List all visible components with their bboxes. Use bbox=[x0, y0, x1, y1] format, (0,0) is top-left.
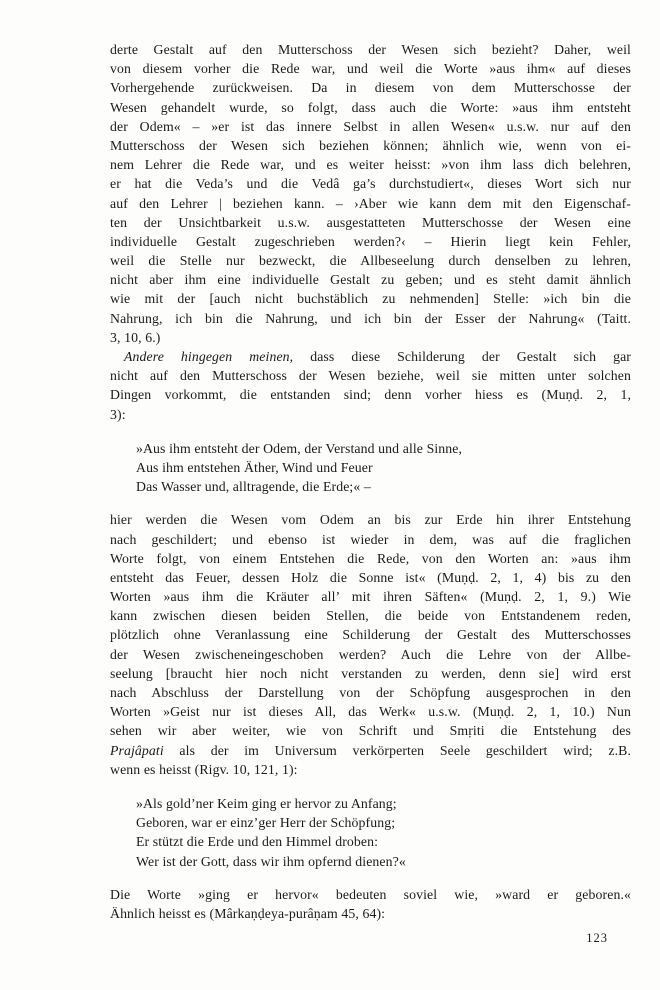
verse-line bbox=[136, 852, 631, 871]
verse-block bbox=[110, 439, 631, 497]
text-line bbox=[110, 405, 631, 424]
text-segment: Aus ihm entstehen Äther, Wind und Feuer bbox=[136, 459, 373, 475]
text-line bbox=[110, 366, 631, 385]
text-segment: Die Worte »ging er hervor« bedeuten soviel wie, »ward er geboren.« bbox=[110, 886, 631, 902]
emphasized-text: Andere hingegen meinen, bbox=[124, 349, 294, 364]
text-line bbox=[110, 606, 631, 625]
text-segment: 3): bbox=[110, 406, 126, 422]
text-segment: wie mit der [auch nicht buchstäblich zu nehmenden] Stelle: »ich bin die bbox=[110, 291, 631, 307]
emphasized-text: Prajâpati bbox=[110, 742, 164, 758]
text-line bbox=[110, 510, 631, 529]
text-line bbox=[110, 59, 631, 78]
text-segment: hier werden die Wesen vom Odem an bis zur Erde hin ihrer Entstehung bbox=[110, 512, 631, 528]
text-line bbox=[110, 625, 631, 644]
text-line bbox=[110, 328, 631, 347]
text-line bbox=[110, 136, 631, 155]
text-line bbox=[110, 645, 631, 664]
text-line bbox=[110, 347, 631, 366]
text-segment: Vorhergehende zurückweisen. Da in diesem von dem Mutterschosse der bbox=[110, 80, 631, 96]
text-segment: von diesem vorher die Rede war, und weil die Worte »aus ihm« auf dieses bbox=[110, 61, 631, 77]
text-segment: Nahrung, ich bin die Nahrung, und ich bin der Esser der Nahrung« (Taitt. bbox=[110, 310, 631, 326]
text-line bbox=[110, 270, 631, 289]
text-column bbox=[110, 40, 631, 923]
text-segment: derte Gestalt auf den Mutterschoss der Wesen sich bezieht? Daher, weil bbox=[110, 42, 631, 57]
text-segment: Er stützt die Erde und den Himmel droben: bbox=[136, 834, 379, 850]
text-line bbox=[110, 721, 631, 740]
text-segment: Ähnlich heisst es (Mârkaṇḍeya-purâṇam 45, 64): bbox=[110, 905, 386, 921]
text-line bbox=[110, 78, 631, 97]
text-segment: sehen wir aber weiter, wie von Schrift und Smṛiti die Entstehung des bbox=[110, 723, 631, 739]
text-line bbox=[110, 702, 631, 721]
text-line bbox=[110, 741, 631, 760]
text-segment: 3, 10, 6.) bbox=[110, 329, 161, 345]
text-segment: ten der Unsichtbarkeit u.s.w. ausgestatteten Mutterschosse der Wesen eine bbox=[110, 214, 631, 230]
text-segment: entsteht das Feuer, dessen Holz die Sonne ist« (Muṇḍ. 2, 1, 4) bis zu den bbox=[110, 569, 631, 585]
text-segment: nicht aber ihm eine individuelle Gestalt zu geben; und es steht damit ähnlich bbox=[110, 272, 631, 288]
text-segment: Geboren, war er einz’ger Herr der Schöpfung; bbox=[136, 815, 396, 831]
text-segment: individuelle Gestalt zugeschrieben werden?‹ – Hierin liegt kein Fehler, bbox=[110, 233, 631, 249]
paragraph-block bbox=[110, 510, 631, 779]
text-line bbox=[110, 385, 631, 404]
paragraph-block bbox=[110, 885, 631, 923]
text-segment: der Odem« – »er ist das innere Selbst in allen Wesen« u.s.w. nur auf den bbox=[110, 118, 631, 134]
text-line bbox=[110, 117, 631, 136]
text-segment: Worte folgt, von einem Entstehen die Rede, von den Worten an: »aus ihm bbox=[110, 550, 631, 566]
verse-line bbox=[136, 832, 631, 851]
text-segment: weil die Stelle nur bezweckt, die Allbeseelung durch denselben zu lehren, bbox=[110, 253, 631, 269]
text-line bbox=[110, 232, 631, 251]
text-segment: nach geschildert; und ebenso ist wieder in dem, was auf die fraglichen bbox=[110, 531, 631, 547]
text-segment: kann zwischen diesen beiden Stellen, die beide von Entstandenem reden, bbox=[110, 608, 631, 624]
text-segment: plötzlich ohne Veranlassung eine Schilderung der Gestalt des Mutterschosses bbox=[110, 627, 631, 643]
text-segment: dass diese Schilderung der Gestalt sich gar bbox=[293, 349, 631, 364]
text-segment: Dingen vorkommt, die entstanden sind; denn vorher hiess es (Muṇḍ. 2, 1, bbox=[110, 387, 631, 403]
text-line bbox=[110, 40, 631, 59]
text-line bbox=[110, 213, 631, 232]
text-segment: wenn es heisst (Rigv. 10, 121, 1): bbox=[110, 761, 298, 777]
text-segment: Das Wasser und, alltragende, die Erde;« – bbox=[136, 479, 371, 495]
text-line bbox=[110, 885, 631, 904]
page-number: 123 bbox=[586, 931, 608, 945]
verse-line bbox=[136, 477, 631, 496]
text-line bbox=[110, 289, 631, 308]
text-line bbox=[110, 174, 631, 193]
text-line bbox=[110, 98, 631, 117]
verse-line bbox=[136, 794, 631, 813]
text-line bbox=[110, 904, 631, 923]
text-segment: Wesen gehandelt wurde, so folgt, dass auch die Worte: »aus ihm entsteht bbox=[110, 99, 631, 115]
verse-line bbox=[136, 458, 631, 477]
text-line bbox=[110, 683, 631, 702]
text-segment: Worten »Geist nur ist dieses All, das Werk« u.s.w. (Muṇḍ. 2, 1, 10.) Nun bbox=[110, 704, 631, 720]
text-line bbox=[110, 549, 631, 568]
text-segment: nem Lehrer die Rede war, und es weiter heisst: »von ihm lass dich belehren, bbox=[110, 157, 631, 173]
verse-line bbox=[136, 813, 631, 832]
text-line bbox=[110, 664, 631, 683]
text-segment: »Als gold’ner Keim ging er hervor zu Anfang; bbox=[136, 795, 397, 811]
text-line bbox=[110, 587, 631, 606]
text-segment: Mutterschoss der Wesen sich beziehen können; ähnlich wie, wenn von ei- bbox=[110, 137, 631, 153]
text-line bbox=[110, 155, 631, 174]
text-line bbox=[110, 568, 631, 587]
text-segment: auf den Lehrer | beziehen kann. – ›Aber wie kann dem mit den Eigenschaf- bbox=[110, 195, 631, 211]
verse-block bbox=[110, 794, 631, 871]
text-segment: als der im Universum verkörperten Seele geschildert wird; z.B. bbox=[163, 742, 631, 758]
text-line bbox=[110, 251, 631, 270]
text-line bbox=[110, 194, 631, 213]
text-line bbox=[110, 760, 631, 779]
text-segment: der Wesen zwischeneingeschoben werden? Auch die Lehre von der Allbe- bbox=[110, 646, 631, 662]
text-segment: »Aus ihm entsteht der Odem, der Verstand und alle Sinne, bbox=[136, 440, 463, 456]
text-segment: Wer ist der Gott, dass wir ihm opfernd dienen?« bbox=[136, 853, 406, 869]
text-segment: er hat die Veda’s und die Vedâ ga’s durchstudiert«, dieses Wort sich nur bbox=[110, 176, 631, 192]
text-segment: nach Abschluss der Darstellung von der Schöpfung ausgesprochen in den bbox=[110, 685, 631, 700]
text-line bbox=[110, 530, 631, 549]
text-segment: Worten »aus ihm die Kräuter all’ mit ihren Säften« (Muṇḍ. 2, 1, 9.) Wie bbox=[110, 589, 631, 605]
paragraph-block bbox=[110, 347, 631, 424]
verse-line bbox=[136, 439, 631, 458]
text-line bbox=[110, 309, 631, 328]
text-segment: nicht auf den Mutterschoss der Wesen beziehe, weil sie mitten unter solchen bbox=[110, 368, 631, 384]
text-segment: seelung [braucht hier noch nicht verstanden zu werden, denn sie] wird erst bbox=[110, 665, 631, 681]
paragraph-block bbox=[110, 40, 631, 347]
